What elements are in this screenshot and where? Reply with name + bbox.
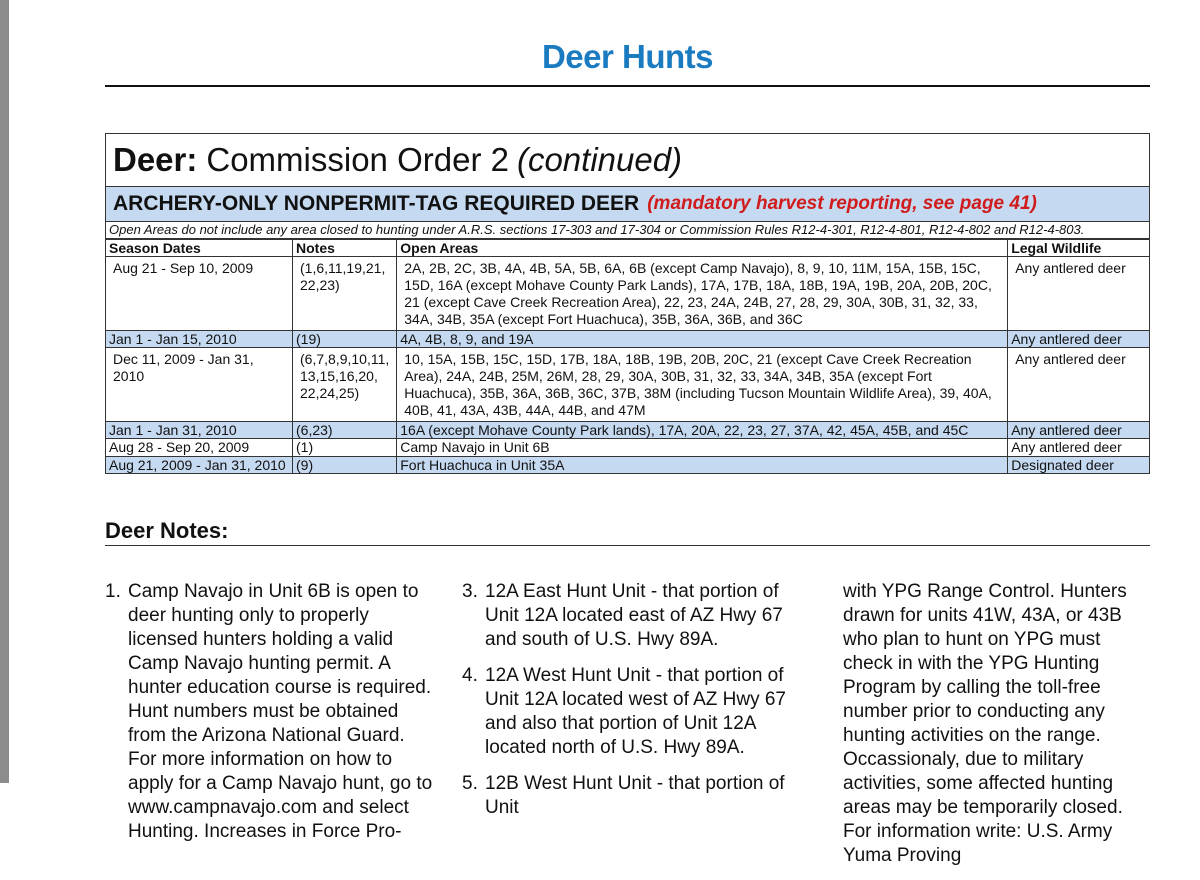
cell-legal-wildlife: Designated deer bbox=[1008, 457, 1149, 474]
cell-open-areas: 4A, 4B, 8, 9, and 19A bbox=[397, 331, 1008, 348]
table-row bbox=[106, 331, 1149, 348]
cell-legal-wildlife: Any antlered deer bbox=[1008, 348, 1149, 422]
deer-notes-title: Deer Notes: bbox=[105, 518, 229, 543]
cell-legal-wildlife: Any antlered deer bbox=[1008, 439, 1149, 457]
note-number: 1. bbox=[105, 581, 121, 602]
cell-legal-wildlife: Any antlered deer bbox=[1008, 422, 1149, 439]
cell-season-dates: Aug 21, 2009 - Jan 31, 2010 bbox=[106, 457, 293, 474]
cell-season-dates: Aug 21 - Sep 10, 2009 bbox=[106, 257, 293, 331]
note-item bbox=[843, 580, 1153, 868]
note-text: 12A West Hunt Unit - that portion of Unit 12A located west of AZ Hwy 67 and also that portion of Unit 12A located north of U.S. Hwy 89A. bbox=[485, 665, 786, 758]
note-item bbox=[105, 580, 435, 844]
cell-season-dates: Jan 1 - Jan 15, 2010 bbox=[106, 331, 293, 348]
harvest-reporting-note: (mandatory harvest reporting, see page 41) bbox=[647, 193, 1037, 214]
commission-order-box bbox=[105, 133, 1150, 474]
page-title: Deer Hunts bbox=[541, 38, 714, 75]
note-text: with YPG Range Control. Hunters drawn for units 41W, 43A, or 43B who plan to hunt on YPG must check in with the YPG Hunting Program by calling the toll-free number prior to conducting any hunting activities on the range. Occassionaly, due to military activities, some affected hunting areas may be temporarily closed. For information write: U.S. Army Yuma Proving bbox=[843, 581, 1127, 866]
note-number: 4. bbox=[462, 665, 478, 686]
header-open-areas: Open Areas bbox=[397, 240, 1008, 257]
table-row bbox=[106, 422, 1149, 439]
note-number: 5. bbox=[462, 773, 478, 794]
note-text: 12A East Hunt Unit - that portion of Unit 12A located east of AZ Hwy 67 and south of U.S. Hwy 89A. bbox=[485, 581, 783, 650]
cell-notes: (1,6,11,19,21, 22,23) bbox=[293, 257, 397, 331]
cell-season-dates: Aug 28 - Sep 20, 2009 bbox=[106, 439, 293, 457]
notes-column-2 bbox=[462, 580, 797, 832]
cell-open-areas: Camp Navajo in Unit 6B bbox=[397, 439, 1008, 457]
left-page-edge bbox=[0, 0, 9, 783]
notes-rule bbox=[105, 545, 1150, 546]
table-header-row bbox=[106, 240, 1149, 257]
note-item bbox=[462, 664, 797, 760]
note-item bbox=[462, 772, 797, 820]
cell-notes: (9) bbox=[293, 457, 397, 474]
cell-legal-wildlife: Any antlered deer bbox=[1008, 257, 1149, 331]
note-text: 12B West Hunt Unit - that portion of Unit bbox=[485, 773, 785, 818]
table-row bbox=[106, 457, 1149, 474]
header-notes: Notes bbox=[293, 240, 397, 257]
section-bar bbox=[106, 187, 1149, 222]
notes-column-1 bbox=[105, 580, 435, 856]
cell-legal-wildlife: Any antlered deer bbox=[1008, 331, 1149, 348]
note-text: Camp Navajo in Unit 6B is open to deer hunting only to properly licensed hunters holding a valid Camp Navajo hunting permit. A hunter education course is required. Hunt numbers must be obtained from the Arizona National Guard. For more information on how to apply for a Camp Navajo hunt, go to www.campnavajo.com and select Hunting. Increases in Force Pro- bbox=[128, 581, 433, 842]
box-title-continued: (continued) bbox=[516, 141, 683, 178]
box-header bbox=[106, 134, 1149, 187]
cell-open-areas: Fort Huachuca in Unit 35A bbox=[397, 457, 1008, 474]
box-title-rest: Commission Order 2 bbox=[206, 141, 509, 178]
header-season-dates: Season Dates bbox=[106, 240, 293, 257]
cell-notes: (6,7,8,9,10,11, 13,15,16,20, 22,24,25) bbox=[293, 348, 397, 422]
table-row bbox=[106, 348, 1149, 422]
cell-season-dates: Dec 11, 2009 - Jan 31, 2010 bbox=[106, 348, 293, 422]
cell-open-areas: 2A, 2B, 2C, 3B, 4A, 4B, 5A, 5B, 6A, 6B (except Camp Navajo), 8, 9, 10, 11M, 15A, 15B, 15C, 15D, 16A (except Mohave County Park Lands), 17A, 17B, 18A, 18B, 19A, 19B, 20A, 20B, 20C, 21 (except Cave Creek Recreation Area), 22, 23, 24A, 24B, 27, 28, 29, 30A, 30B, 31, 32, 33, 34A, 34B, 35A (except Fort Huachuca), 35B, 36A, 36B, and 36C bbox=[397, 257, 1008, 331]
cell-notes: (1) bbox=[293, 439, 397, 457]
box-title-bold: Deer: bbox=[113, 141, 198, 178]
cell-open-areas: 16A (except Mohave County Park lands), 17A, 20A, 22, 23, 27, 37A, 42, 45A, 45B, and 45C bbox=[397, 422, 1008, 439]
table-row bbox=[106, 257, 1149, 331]
cell-open-areas: 10, 15A, 15B, 15C, 15D, 17B, 18A, 18B, 19B, 20B, 20C, 21 (except Cave Creek Recreation Area), 24A, 24B, 25M, 26M, 28, 29, 30A, 30B, 31, 32, 33, 34A, 34B, 35A (except Fort Huachuca), 35B, 36A, 36B, 36C, 37B, 38M (including Tucson Mountain Wildlife Area), 39, 40A, 40B, 41, 43A, 43B, 44A, 44B, and 47M bbox=[397, 348, 1008, 422]
note-number: 3. bbox=[462, 581, 478, 602]
notes-column-3 bbox=[843, 580, 1153, 880]
section-title: ARCHERY-ONLY NONPERMIT-TAG REQUIRED DEER bbox=[113, 192, 640, 215]
open-areas-note: Open Areas do not include any area closed to hunting under A.R.S. sections 17-303 and 17-304 or Commission Rules R12-4-301, R12-4-801, R12-4-802 and R12-4-803. bbox=[106, 222, 1149, 239]
header-legal-wildlife: Legal Wildlife bbox=[1008, 240, 1149, 257]
cell-notes: (19) bbox=[293, 331, 397, 348]
cell-notes: (6,23) bbox=[293, 422, 397, 439]
table-row bbox=[106, 439, 1149, 457]
hunt-table bbox=[106, 239, 1149, 473]
note-item bbox=[462, 580, 797, 652]
cell-season-dates: Jan 1 - Jan 31, 2010 bbox=[106, 422, 293, 439]
title-rule bbox=[105, 85, 1150, 87]
